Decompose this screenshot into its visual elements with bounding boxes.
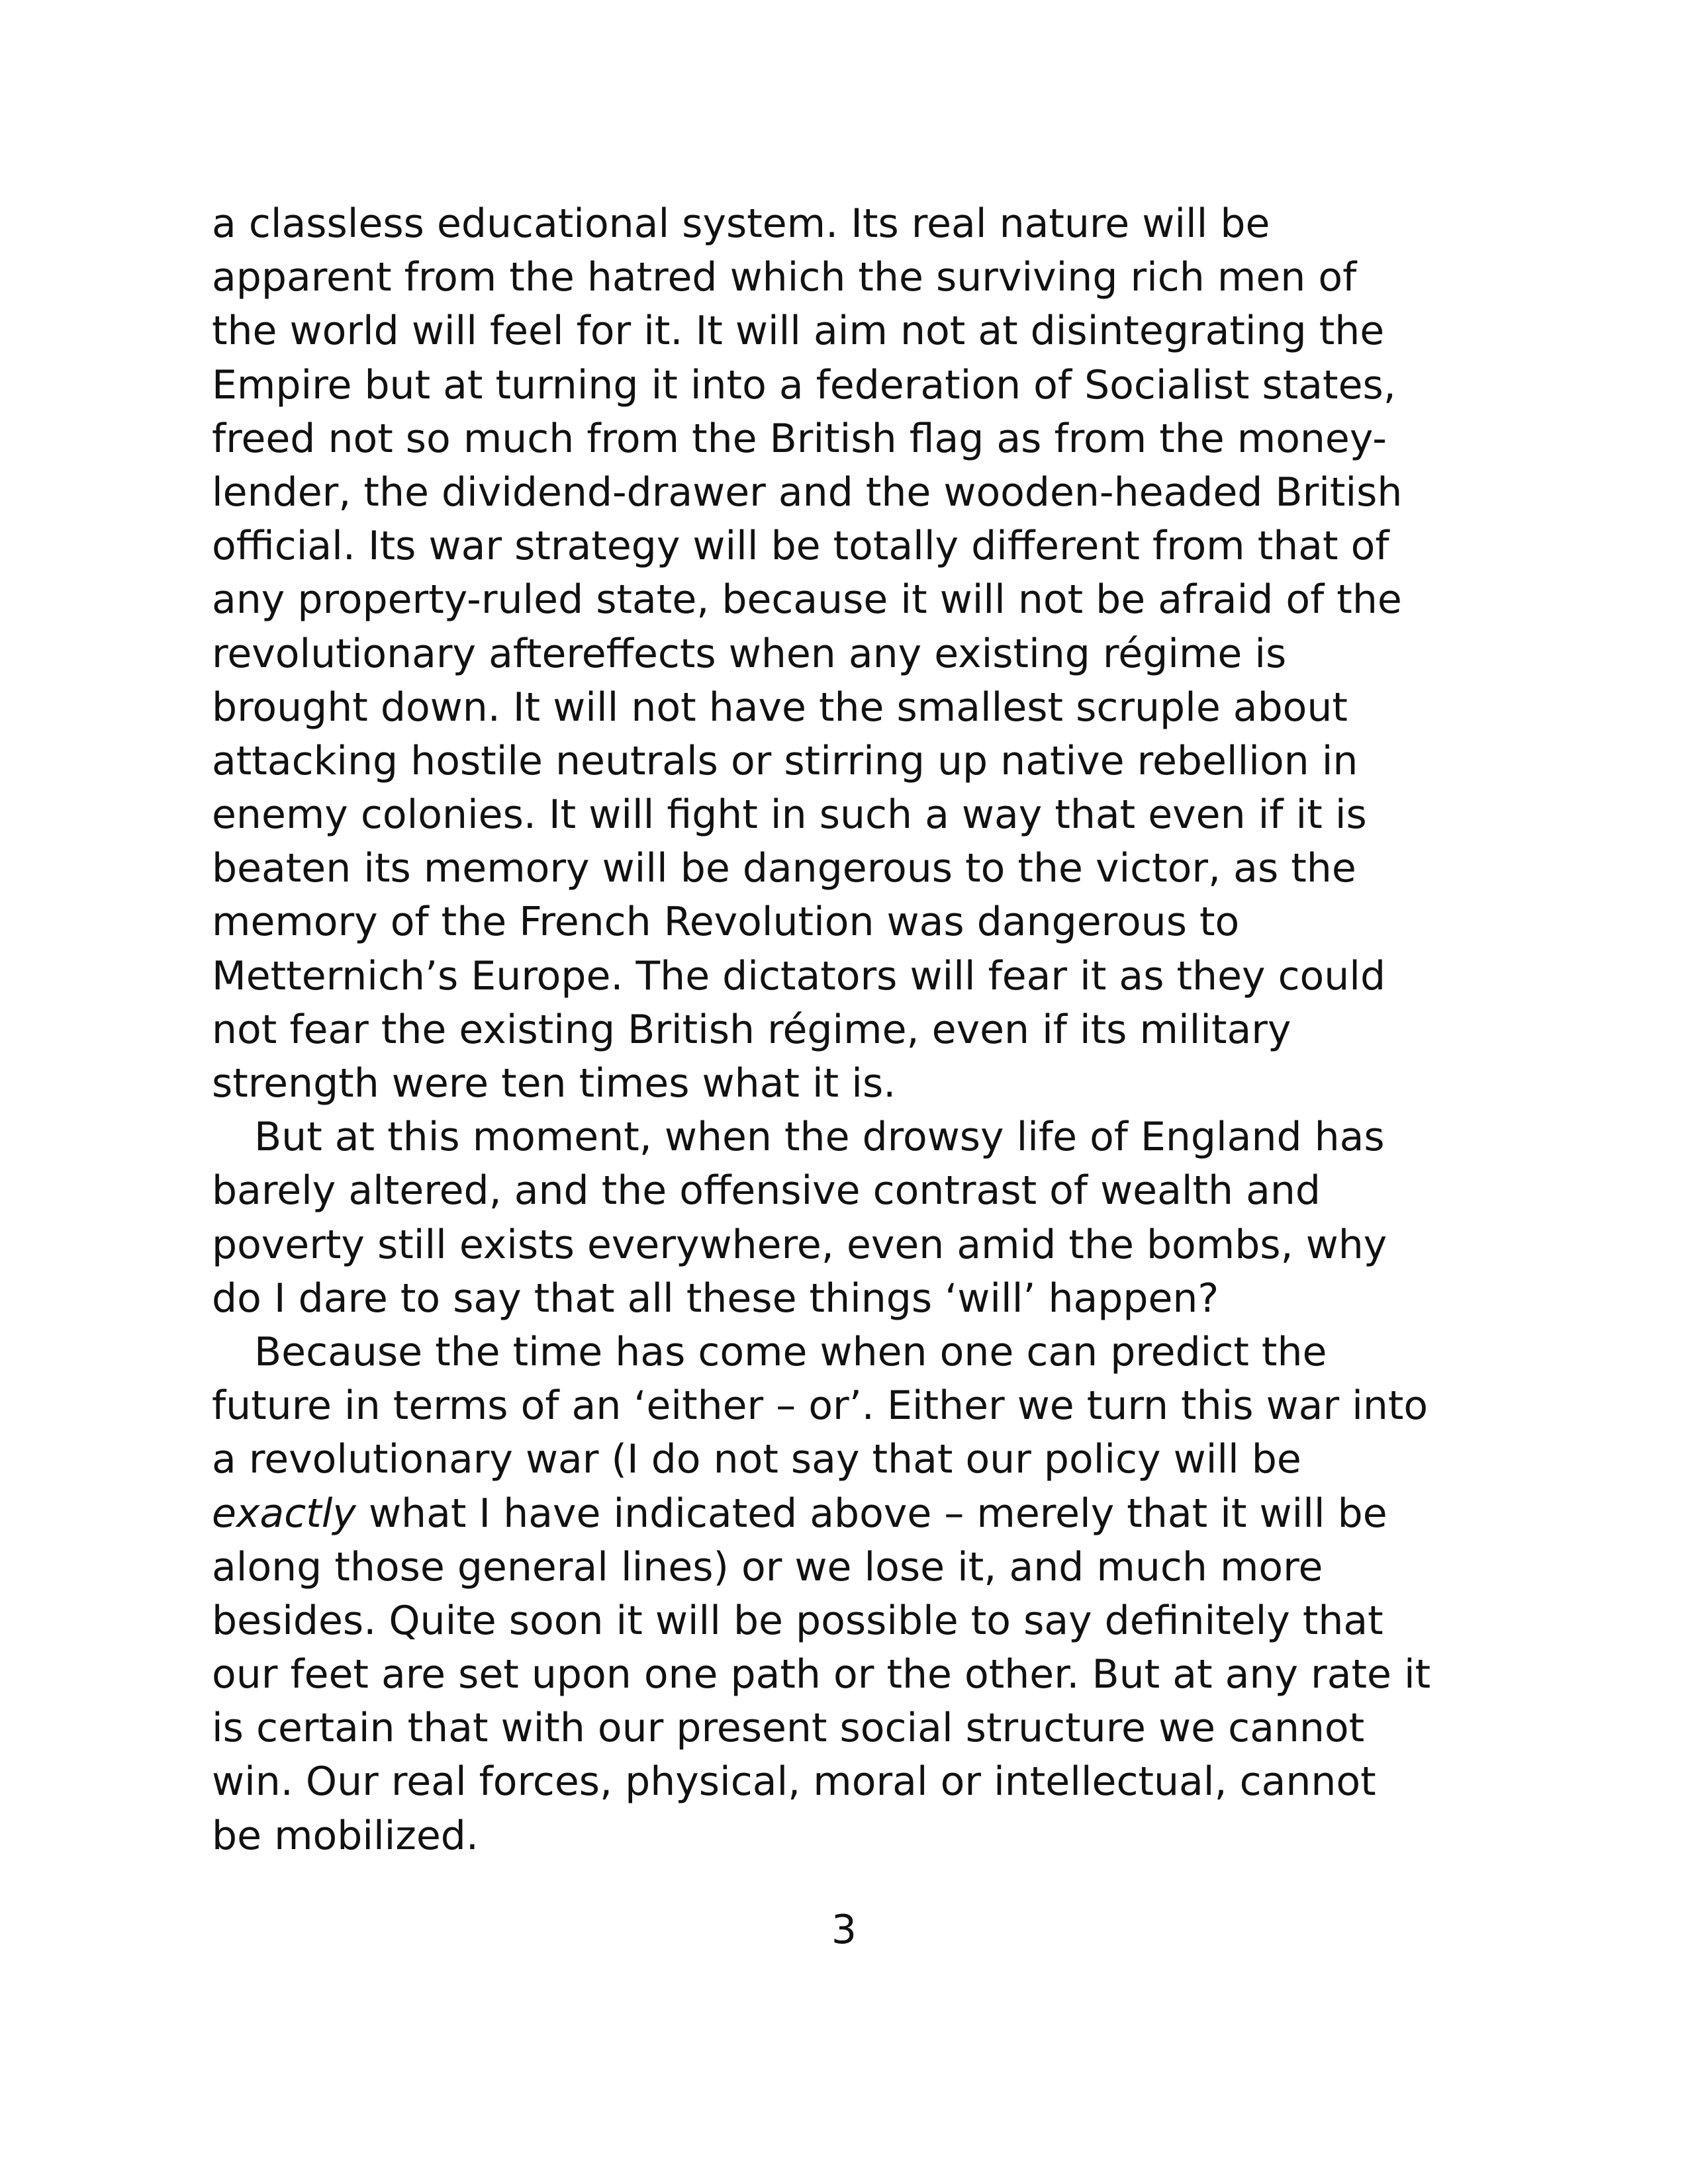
- text-line: strength were ten times what it is.: [212, 1060, 896, 1107]
- text-line: our feet are set upon one path or the other. But at any rate it: [212, 1651, 1431, 1698]
- text-line: apparent from the hatred which the surviving rich men of: [212, 254, 1357, 301]
- text-line: Metternich’s Europe. The dictators will fear it as they could: [212, 952, 1386, 999]
- text-line: enemy colonies. It will fight in such a way that even if it is: [212, 792, 1367, 839]
- text-line: be mobilized.: [212, 1812, 479, 1859]
- page-number: 3: [831, 1907, 857, 1953]
- text-line: lender, the dividend-drawer and the wooden-headed British: [212, 469, 1403, 516]
- text-line-rest: what I have indicated above – merely that it will be: [355, 1490, 1387, 1537]
- text-line: along those general lines) or we lose it, and much more: [212, 1543, 1323, 1590]
- text-line: memory of the French Revolution was dangerous to: [212, 899, 1240, 946]
- text-line: not fear the existing British régime, even if its military: [212, 1006, 1291, 1053]
- text-line: a classless educational system. Its real nature will be: [212, 201, 1270, 247]
- paragraph-start-line: But at this moment, when the drowsy life of England has: [254, 1114, 1385, 1161]
- text-line: the world will feel for it. It will aim not at disintegrating the: [212, 308, 1385, 355]
- body-text: [212, 197, 1483, 1863]
- text-line: is certain that with our present social structure we cannot: [212, 1705, 1365, 1752]
- text-line: Empire but at turning it into a federation of Socialist states,: [212, 361, 1396, 408]
- text-line: future in terms of an ‘either – or’. Either we turn this war into: [212, 1383, 1429, 1430]
- text-line: brought down. It will not have the smallest scruple about: [212, 684, 1348, 731]
- text-line: any property-ruled state, because it will not be afraid of the: [212, 576, 1402, 623]
- text-line: win. Our real forces, physical, moral or intellectual, cannot: [212, 1758, 1376, 1805]
- text-line: barely altered, and the offensive contrast of wealth and: [212, 1167, 1321, 1214]
- text-line: freed not so much from the British flag as from the money-: [212, 415, 1387, 462]
- paragraph-start-line: Because the time has come when one can predict the: [254, 1328, 1327, 1375]
- text-line: attacking hostile neutrals or stirring up native rebellion in: [212, 737, 1358, 784]
- text-line: [212, 1487, 1483, 1541]
- text-line: official. Its war strategy will be totally different from that of: [212, 523, 1389, 570]
- text-line: revolutionary aftereffects when any existing régime is: [212, 630, 1287, 677]
- text-line: a revolutionary war (I do not say that our policy will be: [212, 1436, 1301, 1483]
- text-line: do I dare to say that all these things ‘will’ happen?: [212, 1275, 1219, 1322]
- text-line: besides. Quite soon it will be possible to say definitely that: [212, 1597, 1383, 1644]
- italic-word: exactly: [212, 1490, 356, 1537]
- text-line: beaten its memory will be dangerous to the victor, as the: [212, 845, 1356, 892]
- text-line: poverty still exists everywhere, even amid the bombs, why: [212, 1221, 1387, 1268]
